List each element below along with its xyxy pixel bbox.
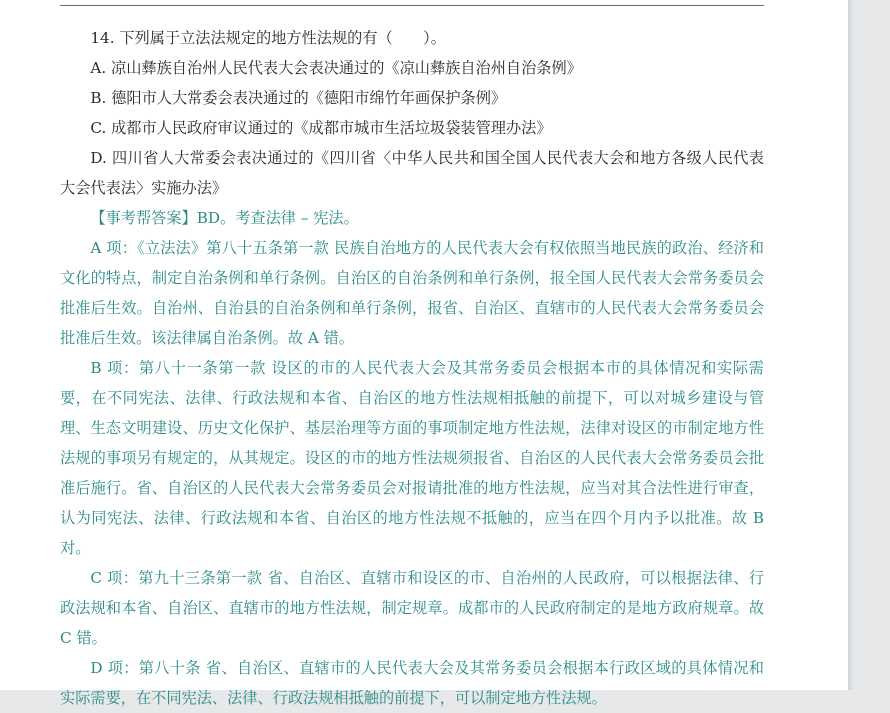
option-c: C. 成都市人民政府审议通过的《成都市城市生活垃圾袋装管理办法》 (90, 119, 552, 137)
question-stem: 14. 下列属于立法法规定的地方性法规的有（ ）。 (90, 29, 446, 47)
explanation-c: C 项：第九十三条第一款 省、自治区、直辖市和设区的市、自治州的人民政府，可以根据法律、行政法规和本省、自治区、直辖市的地方性法规，制定规章。成都市的人民政府制定的是地方政府规章。故 C 错。 (60, 569, 764, 647)
explanation-d: D 项：第八十条 省、自治区、直辖市的人民代表大会及其常务委员会根据本行政区域的具体情况和实际需要，在不同宪法、法律、行政法规相抵触的前提下，可以制定地方性法规。 (60, 659, 764, 707)
header-rule (60, 5, 764, 6)
page-edge-shadow (848, 0, 854, 690)
option-d: D. 四川省人大常委会表决通过的《四川省〈中华人民共和国全国人民代表大会和地方各级人民代表大会代表法〉实施办法》 (60, 149, 764, 197)
question-block (60, 23, 764, 713)
option-a: A. 凉山彝族自治州人民代表大会表决通过的《凉山彝族自治州自治条例》 (90, 59, 582, 77)
option-b: B. 德阳市人大常委会表决通过的《德阳市绵竹年画保护条例》 (90, 89, 507, 107)
explanation-a: A 项：《立法法》第八十五条第一款 民族自治地方的人民代表大会有权依照当地民族的政治、经济和文化的特点，制定自治条例和单行条例。自治区的自治条例和单行条例，报全国人民代表大会常务委员会批准后生效。自治州、自治县的自治条例和单行条例，报省、自治区、直辖市的人民代表大会常务委员会批准后生效。该法律属自治条例。故 A 错。 (60, 239, 764, 347)
explanation-b: B 项：第八十一条第一款 设区的市的人民代表大会及其常务委员会根据本市的具体情况和实际需要，在不同宪法、法律、行政法规和本省、自治区的地方性法规相抵触的前提下，可以对城乡建设与管理、生态文明建设、历史文化保护、基层治理等方面的事项制定地方性法规，法律对设区的市制定地方性法规的事项另有规定的，从其规定。设区的市的地方性法规须报省、自治区的人民代表大会常务委员会批准后施行。省、自治区的人民代表大会常务委员会对报请批准的地方性法规，应当对其合法性进行审查，认为同宪法、法律、行政法规和本省、自治区的地方性法规不抵触的，应当在四个月内予以批准。故 B 对。 (60, 359, 764, 557)
answer-heading: 【事考帮答案】BD。考查法律 – 宪法。 (90, 209, 359, 227)
